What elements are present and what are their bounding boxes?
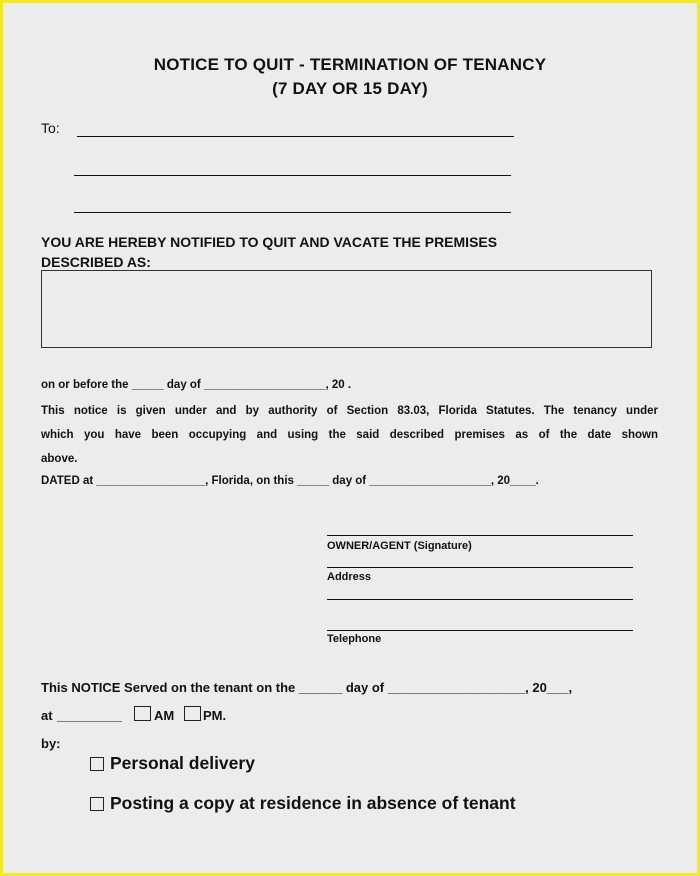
- telephone-label: Telephone: [327, 633, 382, 645]
- owner-agent-label: OWNER/AGENT (Signature): [327, 540, 472, 552]
- served-line: This NOTICE Served on the tenant on the ______ day of ___________________, 20___,: [41, 680, 573, 695]
- dated-line: DATED at _________________, Florida, on this _____ day of ___________________, 20____.: [41, 475, 539, 487]
- document-title-line-2: (7 DAY OR 15 DAY): [272, 79, 428, 98]
- address-label: Address: [327, 571, 372, 583]
- notice-body-line-2: which you have been occupying and using the said described premises as of the date shown: [41, 429, 658, 441]
- served-at-label: at: [41, 708, 53, 723]
- address-line-1: [327, 567, 633, 568]
- personal-delivery-label: Personal delivery: [110, 753, 255, 773]
- am-checkbox[interactable]: [134, 706, 151, 721]
- posting-copy-label: Posting a copy at residence in absence of tenant: [110, 793, 516, 813]
- document-page: [3, 3, 697, 873]
- posting-copy-checkbox[interactable]: [90, 797, 104, 811]
- notified-heading-line-2: DESCRIBED AS:: [41, 254, 151, 270]
- pm-checkbox[interactable]: [184, 706, 201, 721]
- document-title-line-1: NOTICE TO QUIT - TERMINATION OF TENANCY: [153, 55, 547, 74]
- notice-body-line-3: above.: [41, 453, 78, 465]
- personal-delivery-checkbox[interactable]: [90, 757, 104, 771]
- notified-heading-line-1: YOU ARE HEREBY NOTIFIED TO QUIT AND VACATE THE PREMISES: [41, 234, 498, 250]
- to-label: To:: [41, 120, 60, 136]
- pm-label: PM.: [203, 708, 227, 723]
- to-line-3: [74, 212, 511, 213]
- premises-description-box[interactable]: [41, 270, 652, 348]
- on-or-before-line: on or before the _____ day of ___________________, 20 .: [41, 379, 352, 391]
- telephone-line: [327, 630, 633, 631]
- address-line-2: [327, 599, 633, 600]
- to-line-2: [74, 175, 511, 176]
- owner-signature-line: [327, 535, 633, 536]
- to-line-1: [77, 136, 514, 137]
- served-by-label: by:: [41, 736, 61, 751]
- am-label: AM: [154, 708, 175, 723]
- served-time-blank: _________: [57, 708, 123, 723]
- notice-body-line-1: This notice is given under and by authority of Section 83.03, Florida Statutes. The tenancy under: [41, 405, 658, 417]
